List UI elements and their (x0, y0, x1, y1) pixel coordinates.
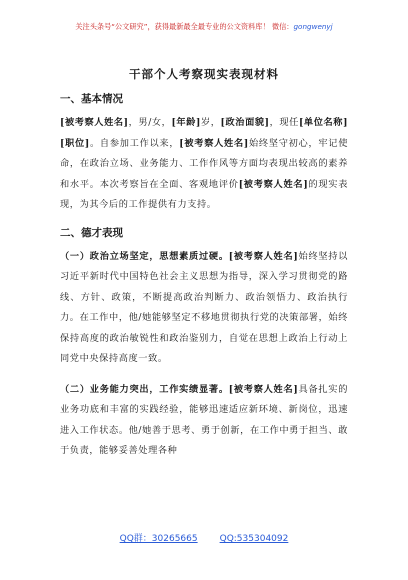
placeholder-political: [政治面貌] (220, 117, 270, 128)
qq-group-link[interactable]: QQ群：30265665 (119, 534, 198, 544)
text-fragment: ，现任 (269, 117, 299, 128)
placeholder-name: [被考察人姓名] (238, 178, 309, 190)
placeholder-name: [被考察人姓名] (60, 117, 129, 128)
text-fragment: 岁， (200, 117, 221, 128)
text-fragment: 始终坚守初心，牢记使命，在政治立场、业务能力、工作作风等方面均表现出较高的素养和水平。本次考察旨在全面、客观地评价 (60, 137, 349, 190)
paragraph-basic-info (60, 113, 348, 216)
placeholder-name: [被考察人姓名] (228, 383, 299, 395)
text-fragment: 。自参加工作以来， (89, 137, 180, 149)
qq-link[interactable]: QQ:535304092 (219, 534, 289, 544)
paragraph-text: 始终坚持以习近平新时代中国特色社会主义思想为指导，深入学习贯彻党的路线、方针、政策，不断提高政治判断力、政治领悟力、政治执行力。在工作中，他/她能够坚定不移地贯彻执行党的决策部署，始终保持高度的政治敏锐性和政治鉴别力，自觉在思想上政治上行动上同党中央保持高度一致。 (60, 250, 349, 364)
text-fragment: ，男/女， (128, 117, 172, 128)
subheading-business: （二）业务能力突出，工作实绩显著。 (60, 383, 229, 395)
placeholder-name: [被考察人姓名] (179, 137, 249, 149)
document-title: 干部个人考察现实表现材料 (129, 67, 279, 81)
paragraph-text: 具备扎实的业务功底和丰富的实践经验，能够迅速适应新环境、新岗位，迅速进入工作状态。他/她善于思考、勇于创新，在工作中勇于担当、敢于负责，能够妥善处理各种 (60, 383, 349, 456)
placeholder-unit: [单位名称] (298, 117, 349, 128)
banner-wechat-id: gongwenyj (293, 22, 333, 31)
placeholder-position: [职位] (60, 137, 90, 149)
document-body (60, 66, 348, 472)
top-banner (0, 22, 408, 32)
placeholder-name: [被考察人姓名] (228, 250, 299, 262)
section-heading-basic-info: 一、基本情况 (60, 93, 123, 105)
section-heading-performance: 二、德才表现 (60, 226, 123, 239)
text-fragment: 的现实表现，为其今后的工作提供有力支持。 (60, 178, 348, 210)
paragraph-political (60, 247, 348, 370)
banner-prefix: 关注头条号“公文研究”，获得最新最全最专业的公文资料库！ 微信： (75, 22, 294, 31)
paragraph-business (60, 380, 348, 462)
placeholder-age: [年龄] (171, 117, 201, 128)
subheading-political: （一）政治立场坚定，思想素质过硬。 (60, 250, 229, 262)
bottom-banner (0, 533, 408, 545)
